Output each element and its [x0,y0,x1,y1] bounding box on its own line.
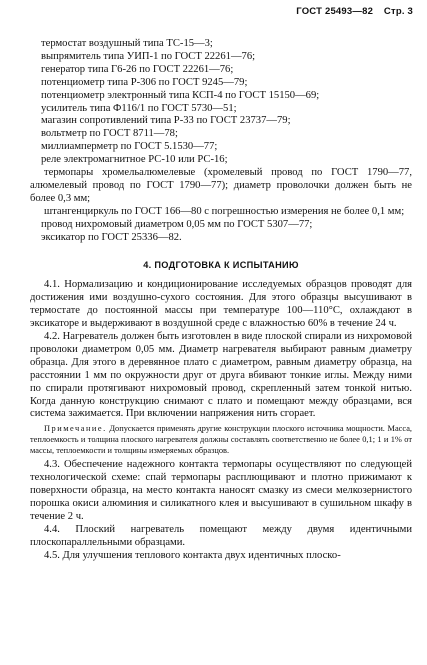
paragraph-4-1: 4.1. Нормализацию и кондиционирование исследуемых образцов проводят для достижения ими воздушно-сухого состояния. Для этого образцы высушивают в термостате до постоянной массы при температуре 100—110°С, охлаждают в эксикаторе и выдерживают в воздушной среде с влажностью 60% в течение 24 ч. [30,279,412,330]
equipment-item: реле электромагнитное РС-10 или РС-16; [41,154,228,166]
paragraph-4-4: 4.4. Плоский нагреватель помещают между двумя идентичными плоскопараллельными образцами. [30,523,412,548]
equipment-item: миллиамперметр по ГОСТ 5.1530—77; [41,141,218,153]
paragraph-4-5: 4.5. Для улучшения теплового контакта двух идентичных плоско- [44,549,341,561]
equipment-item: выпрямитель типа УИП-1 по ГОСТ 22261—76; [41,50,256,62]
equipment-item: термостат воздушный типа ТС-15—3; [41,38,213,49]
equipment-list [30,38,412,245]
page-header [288,6,413,17]
equipment-item: усилитель типа Ф116/1 по ГОСТ 5730—51; [41,102,237,114]
paragraph-4-3: 4.3. Обеспечение надежного контакта термопары осуществляют по следующей технологической схеме: спай термопары расплющивают и плотно прижимают к поверхности образца, на место контакта наносят смазку из смеси мелкозернистого порошка окиси алюминия и силикатного клея и высушивают в сушильном шкафу в течение 2 ч. [30,459,412,522]
note [30,424,412,456]
section-heading: 4. ПОДГОТОВКА К ИСПЫТАНИЮ [143,259,299,270]
page-content [30,38,412,562]
equipment-item: магазин сопротивлений типа Р-33 по ГОСТ 23737—79; [41,115,291,127]
equipment-item: провод нихромовый диаметром 0,05 мм по ГОСТ 5307—77; [41,218,313,230]
equipment-item: потенциометр электронный типа КСП-4 по ГОСТ 15150—69; [41,89,320,101]
note-text: Допускается применять другие конструкции плоского источника мощности. Масса, теплоемкость и толщина плоского нагревателя должны составлять соответственно не более 0,1; 1 и 1% от массы, теплоемкости и толщины измеряемых образцов. [30,424,413,455]
paragraph-4-2: 4.2. Нагреватель должен быть изготовлен в виде плоской спирали из нихромовой проволоки диаметром 0,05 мм. Диаметр нагревателя выбирают равным диаметру образца. Для этого в деревянное плато с диаметром, равным диаметру образца, на расстоянии 1 мм по окружности друг от друга вбивают тонкие иглы. Между ними по спирали протягивают нихромовый провод, скрепленный затем тонкой нитью. Когда данную конструкцию снимают с плато и помещают между образцами, вся система зажимается. При включении напряжения нить сгорает. [30,331,412,420]
page-number: Стр. 3 [383,6,413,17]
equipment-item: штангенциркуль по ГОСТ 166—80 с погрешностью измерения не более 0,1 мм; [44,205,405,217]
equipment-item: потенциометр типа Р-306 по ГОСТ 9245—79; [41,76,248,88]
equipment-item: термопары хромельалюмелевые (хромелевый провод по ГОСТ 1790—77, алюмелевый провод по ГОСТ 1790—77); диаметр проволочки должен быть не более 0,3 мм; [30,167,412,204]
equipment-item: вольтметр по ГОСТ 8711—78; [41,128,178,140]
equipment-item: генератор типа Г6-26 по ГОСТ 22261—76; [41,63,234,75]
equipment-item: эксикатор по ГОСТ 25336—82. [41,231,182,243]
standard-number: ГОСТ 25493—82 [296,6,374,17]
note-label: Примечание. [44,424,107,434]
